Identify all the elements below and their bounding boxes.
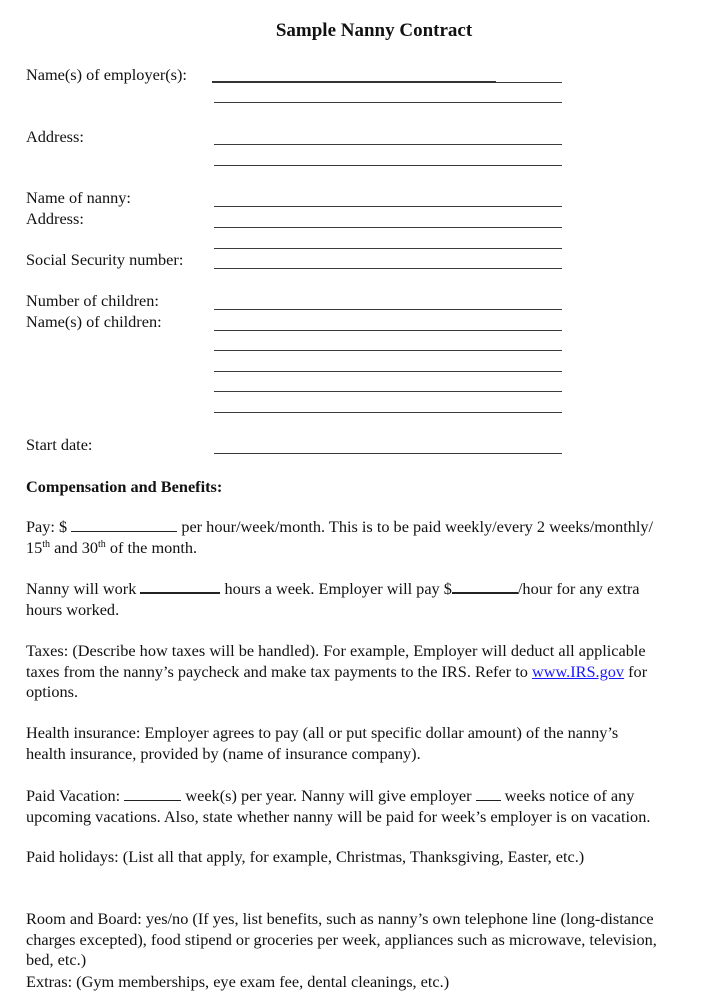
holidays-paragraph — [26, 847, 726, 868]
irs-link[interactable]: www.IRS.gov — [531, 661, 625, 681]
ssn-field-line[interactable] — [214, 268, 562, 269]
employer-address-field-line-1[interactable] — [214, 144, 562, 145]
nanny-address-label: Address: — [26, 209, 84, 228]
nanny-address-field-line-2[interactable] — [214, 248, 562, 249]
pay-sup-1: th — [42, 538, 51, 550]
taxes-line1: Taxes: (Describe how taxes will be handled). For example, Employer will deduct all applicable — [26, 641, 646, 660]
vacation-weeks-blank[interactable] — [124, 788, 181, 801]
room-board-line1: Room and Board: yes/no (If yes, list benefits, such as nanny’s own telephone line (long-distance — [26, 909, 654, 928]
start-date-field-line[interactable] — [214, 453, 562, 454]
pay-line2-b: and 30 — [50, 537, 98, 557]
children-names-field-line-4[interactable] — [214, 391, 562, 392]
nanny-name-label: Name of nanny: — [26, 188, 131, 207]
nanny-name-field-line[interactable] — [214, 206, 562, 207]
taxes-line3: options. — [26, 682, 79, 701]
children-names-label: Name(s) of children: — [26, 312, 162, 331]
pay-line2-c: of the month. — [105, 537, 198, 557]
pay-line2-a: 15 — [26, 537, 43, 557]
taxes-line2-b: for — [624, 661, 648, 681]
hours-per-week-blank[interactable] — [140, 580, 220, 594]
compensation-heading: Compensation and Benefits: — [26, 477, 223, 496]
notice-weeks-blank[interactable] — [476, 788, 501, 801]
employer-names-field-line-1-bold — [212, 81, 496, 83]
hours-middle: hours a week. Employer will pay $ — [220, 579, 452, 598]
document-title: Sample Nanny Contract — [275, 20, 473, 41]
vacation-line2: upcoming vacations. Also, state whether nanny will be paid for week’s employer is on vacation. — [26, 806, 651, 826]
children-names-field-line-5[interactable] — [214, 412, 562, 413]
employer-address-label: Address: — [26, 127, 84, 146]
room-board-line3: bed, etc.) — [26, 950, 87, 969]
holidays-line1: Paid holidays: (List all that apply, for example, Christmas, Thanksgiving, Easter, etc.) — [26, 847, 585, 866]
children-names-field-line-1[interactable] — [214, 330, 562, 331]
room-board-line2: charges excepted), food stipend or groceries per week, appliances such as microwave, television, — [26, 929, 657, 949]
pay-prefix: Pay: $ — [26, 517, 68, 536]
employer-address-field-line-2[interactable] — [214, 165, 562, 166]
employer-names-field-line-2[interactable] — [214, 102, 562, 103]
extras-paragraph — [26, 972, 726, 993]
pay-sup-2: th — [98, 538, 106, 550]
vacation-prefix: Paid Vacation: — [26, 786, 125, 805]
health-line1: Health insurance: Employer agrees to pay (all or put specific dollar amount) of the nanny’s — [26, 723, 619, 742]
pay-paragraph — [26, 517, 726, 558]
health-paragraph — [26, 723, 726, 764]
hours-paragraph — [26, 579, 726, 620]
hours-prefix: Nanny will work — [26, 579, 141, 598]
vacation-paragraph — [26, 786, 726, 827]
vacation-middle: week(s) per year. Nanny will give employer — [181, 786, 476, 805]
extra-hour-rate-blank[interactable] — [452, 580, 518, 594]
vacation-suffix: weeks notice of any — [500, 786, 635, 805]
children-count-field-line[interactable] — [214, 309, 562, 310]
pay-amount-blank[interactable] — [71, 519, 177, 532]
hours-line2: hours worked. — [26, 599, 120, 619]
children-names-field-line-3[interactable] — [214, 371, 562, 372]
taxes-line2-a: taxes from the nanny’s paycheck and make tax payments to the IRS. Refer to — [26, 661, 532, 681]
start-date-label: Start date: — [26, 435, 93, 454]
taxes-paragraph — [26, 641, 726, 703]
extras-line1: Extras: (Gym memberships, eye exam fee, dental cleanings, etc.) — [26, 972, 450, 991]
children-names-field-line-2[interactable] — [214, 350, 562, 351]
pay-line1-rest: per hour/week/month. This is to be paid weekly/every 2 weeks/monthly/ — [177, 517, 654, 536]
ssn-label: Social Security number: — [26, 250, 184, 269]
employer-names-label: Name(s) of employer(s): — [26, 65, 187, 84]
health-line2: health insurance, provided by (name of insurance company). — [26, 743, 421, 763]
children-count-label: Number of children: — [26, 291, 159, 310]
hours-suffix: /hour for any extra — [517, 579, 640, 598]
nanny-address-field-line-1[interactable] — [214, 227, 562, 228]
room-board-paragraph — [26, 909, 726, 971]
